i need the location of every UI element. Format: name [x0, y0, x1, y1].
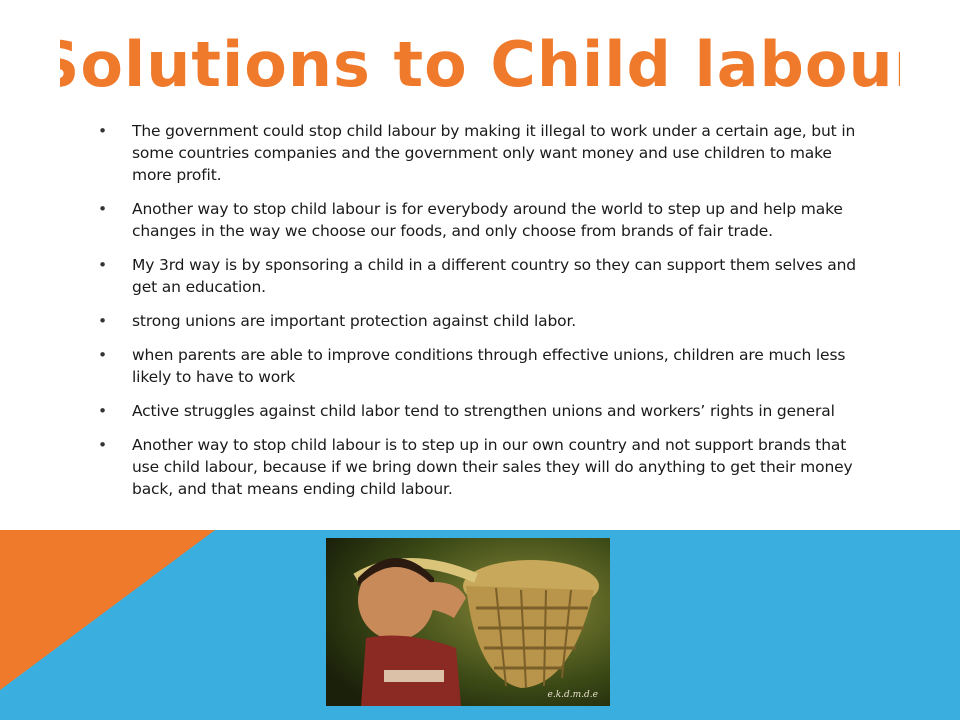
photo-watermark: e.k.d.m.d.e [547, 690, 598, 700]
bullet-text: My 3rd way is by sponsoring a child in a different country so they can support them selves and get an education. [132, 256, 856, 296]
bullet-dot: • [98, 122, 107, 140]
bullet-item [96, 120, 876, 186]
bullet-text: when parents are able to improve conditions through effective unions, children are much less likely to have to work [132, 346, 846, 386]
bullet-text: Another way to stop child labour is to step up in our own country and not support brands that use child labour, because if we bring down their sales they will do anything to get their money back, and that means ending child labour. [132, 436, 853, 498]
bullet-item [96, 198, 876, 242]
bullet-dot: • [98, 436, 107, 454]
bullet-item [96, 344, 876, 388]
bullet-dot: • [98, 256, 107, 274]
bullet-item [96, 434, 876, 500]
bullet-text: Active struggles against child labor tend to strengthen unions and workers’ rights in general [132, 402, 835, 420]
bullet-item [96, 310, 876, 332]
bullet-text: strong unions are important protection against child labor. [132, 312, 577, 330]
bullet-item [96, 400, 876, 422]
bullet-text: Another way to stop child labour is for everybody around the world to step up and help make changes in the way we choose our foods, and only choose from brands of fair trade. [132, 200, 843, 240]
bullet-dot: • [98, 200, 107, 218]
bullet-dot: • [98, 402, 107, 420]
bullet-dot: • [98, 312, 107, 330]
slide-title-text: Solutions to Child labour [60, 28, 900, 101]
bullet-dot: • [98, 346, 107, 364]
slide-title [60, 18, 900, 108]
child-carrying-basket-photo [326, 538, 610, 706]
bullet-text: The government could stop child labour by making it illegal to work under a certain age, but in some countries companies and the government only want money and use children to make more profit. [132, 122, 856, 184]
bullet-item [96, 254, 876, 298]
bullet-list [96, 120, 876, 512]
